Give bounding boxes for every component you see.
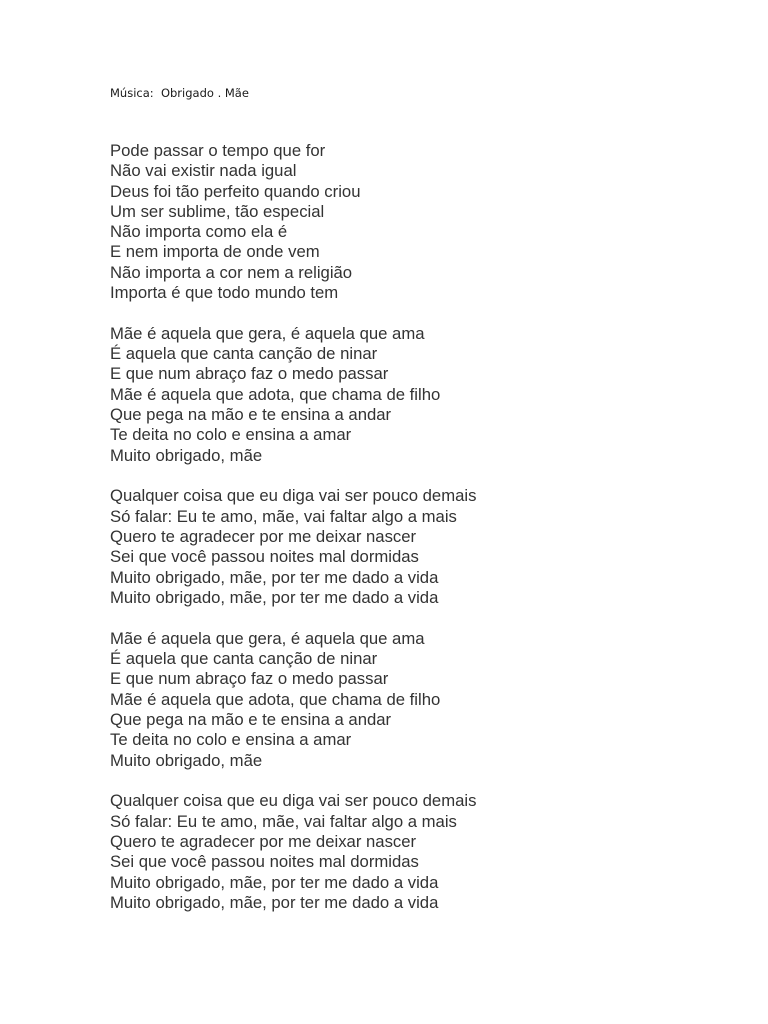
lyric-line: Não vai existir nada igual: [110, 161, 297, 181]
stanza: [110, 141, 476, 303]
lyric-line: Mãe é aquela que gera, é aquela que ama: [110, 628, 425, 648]
song-title: Música: Obrigado . Mãe: [110, 86, 249, 100]
lyric-line: E nem importa de onde vem: [110, 242, 320, 262]
lyric-line: Muito obrigado, mãe, por ter me dado a vida: [110, 892, 439, 912]
lyric-line: Deus foi tão perfeito quando criou: [110, 181, 361, 201]
lyric-line: Só falar: Eu te amo, mãe, vai faltar algo a mais: [110, 506, 457, 526]
lyric-line: Mãe é aquela que adota, que chama de filho: [110, 384, 441, 404]
stanza: [110, 324, 476, 466]
lyric-line: É aquela que canta canção de ninar: [110, 649, 378, 669]
lyric-line: Que pega na mão e te ensina a andar: [110, 405, 392, 425]
lyric-line: E que num abraço faz o medo passar: [110, 364, 389, 384]
lyric-line: E que num abraço faz o medo passar: [110, 669, 389, 689]
stanza: [110, 791, 476, 913]
lyrics-body: [110, 141, 476, 934]
lyric-line: É aquela que canta canção de ninar: [110, 344, 378, 364]
lyric-line: Quero te agradecer por me deixar nascer: [110, 831, 417, 851]
lyric-line: Sei que você passou noites mal dormidas: [110, 547, 419, 567]
lyric-line: Muito obrigado, mãe: [110, 750, 263, 770]
lyric-line: Muito obrigado, mãe, por ter me dado a vida: [110, 567, 439, 587]
lyric-line: Te deita no colo e ensina a amar: [110, 730, 352, 750]
lyric-line: Importa é que todo mundo tem: [110, 283, 339, 303]
lyric-line: Te deita no colo e ensina a amar: [110, 425, 352, 445]
lyric-line: Só falar: Eu te amo, mãe, vai faltar algo a mais: [110, 811, 457, 831]
lyric-line: Sei que você passou noites mal dormidas: [110, 852, 419, 872]
lyric-line: Que pega na mão e te ensina a andar: [110, 709, 392, 729]
lyric-line: Muito obrigado, mãe, por ter me dado a vida: [110, 587, 439, 607]
lyric-line: Não importa como ela é: [110, 222, 288, 242]
lyric-line: Quero te agradecer por me deixar nascer: [110, 527, 417, 547]
lyric-line: Qualquer coisa que eu diga vai ser pouco demais: [110, 791, 477, 811]
stanza: [110, 486, 476, 608]
lyric-line: Muito obrigado, mãe, por ter me dado a vida: [110, 872, 439, 892]
lyric-line: Qualquer coisa que eu diga vai ser pouco demais: [110, 486, 477, 506]
lyric-line: Não importa a cor nem a religião: [110, 262, 353, 282]
lyric-line: Mãe é aquela que gera, é aquela que ama: [110, 323, 425, 343]
lyric-line: Muito obrigado, mãe: [110, 445, 263, 465]
stanza: [110, 629, 476, 771]
lyric-line: Um ser sublime, tão especial: [110, 201, 325, 221]
lyric-line: Mãe é aquela que adota, que chama de filho: [110, 689, 441, 709]
lyric-line: Pode passar o tempo que for: [110, 141, 326, 160]
